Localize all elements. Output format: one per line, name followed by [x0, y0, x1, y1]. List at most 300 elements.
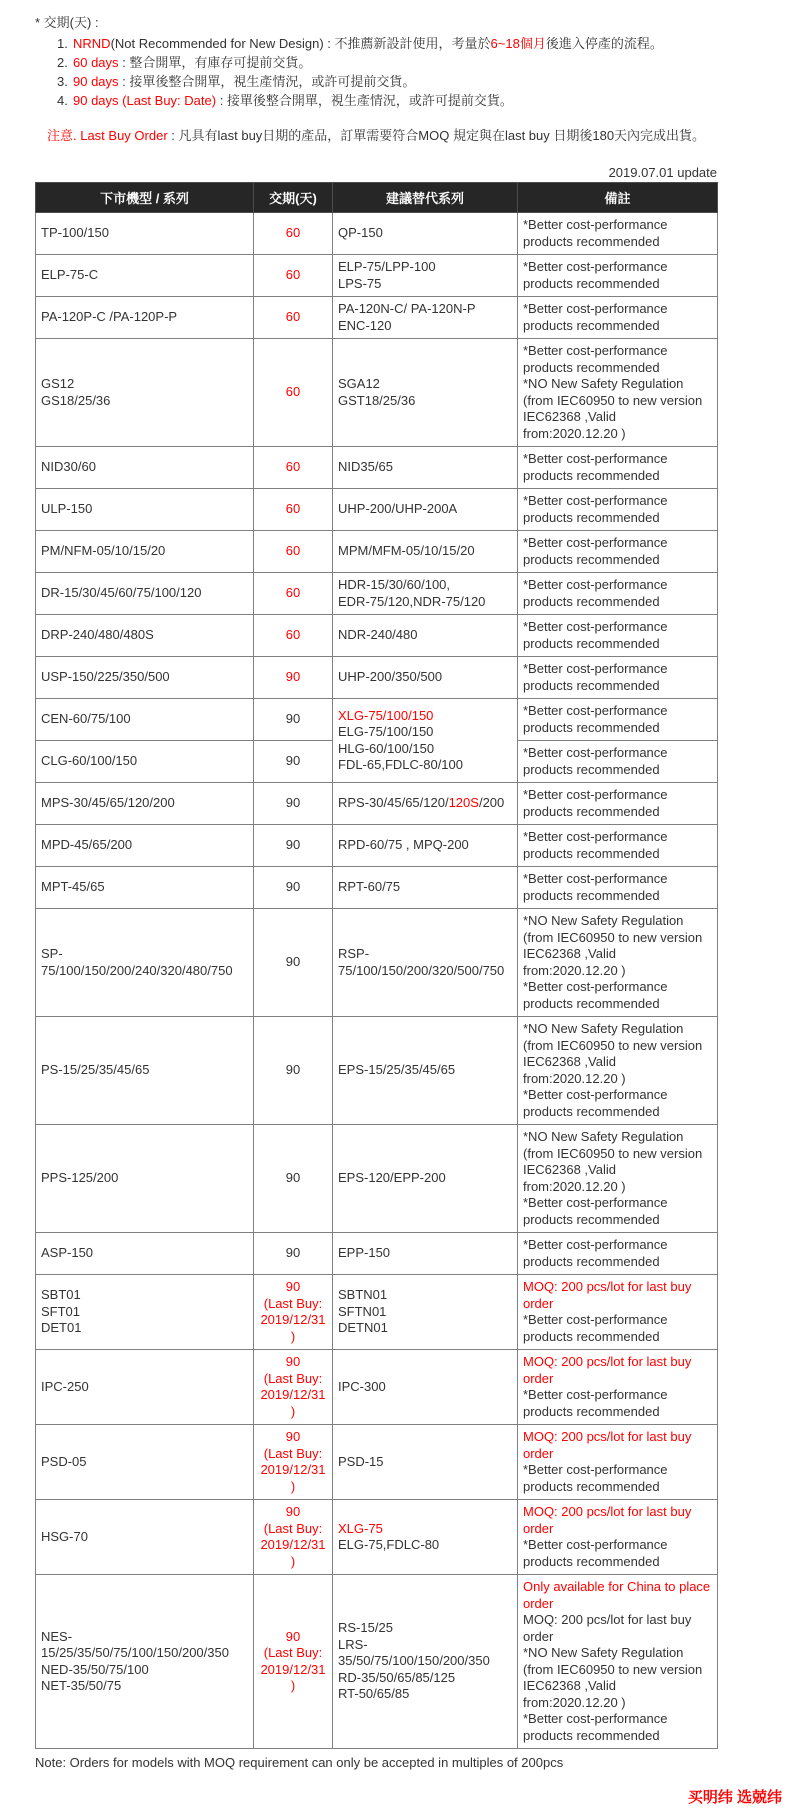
cell-line [41, 1629, 248, 1646]
cell-line [523, 577, 712, 610]
model-cell [36, 1233, 254, 1275]
text-segment: XLG-75/100/150 [338, 707, 434, 723]
replacement-cell [333, 531, 518, 573]
cell-line [338, 627, 512, 644]
text-segment: 15/25/35/50/75/100/150/200/350 [41, 1645, 229, 1660]
cell-line [41, 963, 248, 980]
cell-line [523, 1237, 712, 1270]
cell-line [338, 301, 512, 318]
lead-time-cell [254, 531, 333, 573]
cell-line [338, 963, 512, 980]
cell-line [523, 1279, 712, 1312]
note-cell [518, 909, 718, 1017]
cell-line [259, 1312, 327, 1345]
cell-line [259, 459, 327, 476]
text-segment: PPS-125/200 [41, 1170, 119, 1186]
text-segment: *Better cost-performance products recommended [523, 451, 668, 483]
cell-line [338, 1379, 512, 1396]
cell-line [259, 1296, 327, 1313]
text-segment: 後進入停產的流程。 [545, 36, 663, 51]
cell-line [41, 309, 248, 326]
text-segment: MPS-30/45/65/120/200 [41, 795, 175, 811]
cell-line [259, 711, 327, 728]
text-segment: GS18/25/36 [41, 392, 111, 408]
cell-line [338, 1245, 512, 1262]
lead-time-cell [254, 1017, 333, 1125]
cell-line [523, 871, 712, 904]
cell-line [523, 343, 712, 376]
cell-line [259, 1629, 327, 1646]
cell-line [41, 1379, 248, 1396]
text-segment: MPM/MFM-05/10/15/20 [338, 543, 475, 559]
cell-line [523, 451, 712, 484]
replacement-cell [333, 297, 518, 339]
item-number: 3. [57, 74, 68, 89]
delivery-terms-section [35, 12, 785, 145]
text-segment: 90 [285, 753, 301, 769]
text-segment: SBTN01 [338, 1287, 388, 1303]
note-cell [518, 1500, 718, 1575]
text-segment: 2019/12/31) [260, 1312, 326, 1344]
lead-time-cell [254, 741, 333, 783]
replacement-cell [333, 1575, 518, 1749]
text-segment: ELP-75-C [41, 267, 99, 283]
text-segment: : 接單後整合開單，視生產情況，或許可提前交貨。 [118, 74, 416, 89]
text-segment: 60 [285, 459, 301, 475]
lead-time-cell [254, 297, 333, 339]
cell-line [338, 459, 512, 476]
text-segment: 60 [285, 384, 301, 400]
cell-line [338, 594, 512, 611]
text-segment: 60 [285, 543, 301, 559]
replacement-cell [333, 339, 518, 447]
text-segment: (Last Buy: [263, 1370, 323, 1386]
cell-line [41, 1454, 248, 1471]
cell-line [523, 301, 712, 334]
cell-line [338, 708, 512, 725]
text-segment: XLG-75 [338, 1520, 383, 1536]
text-segment: NID35/65 [338, 459, 393, 475]
cell-line [338, 879, 512, 896]
text-segment: 60 [285, 585, 301, 601]
table-row [36, 255, 718, 297]
cell-line [259, 1354, 327, 1371]
column-header: 建議替代系列 [333, 183, 518, 213]
model-cell [36, 531, 254, 573]
lead-time-cell [254, 1500, 333, 1575]
cell-line [259, 669, 327, 686]
text-segment: 90 [285, 669, 301, 685]
model-cell [36, 909, 254, 1017]
cell-line [338, 543, 512, 560]
cell-line [338, 795, 512, 812]
text-segment: TP-100/150 [41, 225, 109, 241]
text-segment: 2019/12/31) [260, 1462, 326, 1494]
text-segment: : 接單後整合開單，視生產情況，或許可提前交貨。 [216, 93, 513, 108]
text-segment: CEN-60/75/100 [41, 711, 131, 727]
text-segment: SBT01 [41, 1287, 81, 1303]
text-segment: PS-15/25/35/45/65 [41, 1062, 150, 1078]
text-segment: EPP-150 [338, 1245, 391, 1261]
table-row [36, 825, 718, 867]
text-segment: 90 [285, 1354, 301, 1369]
text-segment: 75/100/150/200/240/320/480/750 [41, 962, 233, 978]
cell-line [523, 217, 712, 250]
delivery-terms-list [35, 34, 785, 110]
text-segment: *Better cost-performance products recommended [523, 1195, 668, 1227]
cell-line [41, 879, 248, 896]
cell-line [259, 753, 327, 770]
cell-line [338, 1062, 512, 1079]
model-cell [36, 699, 254, 741]
cell-line [523, 745, 712, 778]
model-cell [36, 783, 254, 825]
replacement-cell [333, 447, 518, 489]
model-cell [36, 1575, 254, 1749]
text-segment: ENC-120 [338, 317, 392, 333]
text-segment: CLG-60/100/150 [41, 753, 138, 769]
text-segment: 2019/12/31) [260, 1661, 326, 1693]
text-segment: NDR-240/480 [338, 627, 418, 643]
text-segment: 75/100/150/200/320/500/750 [338, 962, 505, 978]
text-segment: *Better cost-performance products recommended [523, 661, 668, 693]
text-segment: ULP-150 [41, 501, 93, 517]
note-cell [518, 867, 718, 909]
text-segment: DETN01 [338, 1320, 388, 1336]
text-segment: *NO New Safety Regulation (from IEC60950 to new version IEC62368 ,Valid from:2020.12.20 ) [523, 913, 703, 978]
text-segment: NES- [41, 1628, 73, 1644]
cell-line [259, 585, 327, 602]
replacement-cell [333, 825, 518, 867]
note-cell [518, 1275, 718, 1350]
cell-line [523, 1354, 712, 1387]
text-segment: (Last Buy: [263, 1520, 323, 1536]
replacement-cell [333, 783, 518, 825]
text-segment: 90 [285, 1429, 301, 1444]
text-segment: ELP-75/LPP-100 [338, 259, 436, 274]
model-cell [36, 1017, 254, 1125]
cell-line [338, 1521, 512, 1538]
lead-time-cell [254, 255, 333, 297]
cell-line [523, 1195, 712, 1228]
table-row [36, 615, 718, 657]
cell-line [259, 267, 327, 284]
table-row [36, 339, 718, 447]
replacement-cell [333, 255, 518, 297]
cell-line [523, 979, 712, 1012]
replacement-cell [333, 1275, 518, 1350]
table-row [36, 1125, 718, 1233]
text-segment: PSD-05 [41, 1453, 87, 1469]
cell-line [338, 1620, 512, 1637]
item-number: 2. [57, 55, 68, 70]
text-segment: RSP- [338, 946, 370, 961]
model-cell [36, 255, 254, 297]
model-cell [36, 615, 254, 657]
lead-time-cell [254, 699, 333, 741]
model-cell [36, 825, 254, 867]
text-segment: 2019/12/31) [260, 1537, 326, 1569]
cell-line [523, 787, 712, 820]
note-cell [518, 531, 718, 573]
model-cell [36, 489, 254, 531]
text-segment: 90 days [73, 74, 119, 89]
text-segment: ELG-75,FDLC-80 [338, 1537, 440, 1552]
table-row [36, 1350, 718, 1425]
cell-line [523, 1537, 712, 1570]
table-row [36, 1017, 718, 1125]
discontinued-models-table [35, 182, 718, 1749]
text-segment: *Better cost-performance products recommended [523, 787, 668, 819]
model-cell [36, 741, 254, 783]
lead-time-cell [254, 783, 333, 825]
cell-line [41, 376, 248, 393]
text-segment: 90 [285, 837, 301, 853]
lead-time-cell [254, 213, 333, 255]
cell-line [338, 1304, 512, 1321]
cell-line [259, 1279, 327, 1296]
text-segment: NED-35/50/75/100 [41, 1661, 149, 1677]
text-segment: (Last Buy: [263, 1645, 323, 1660]
cell-line [41, 1529, 248, 1546]
cell-line [41, 669, 248, 686]
replacement-cell [333, 657, 518, 699]
text-segment: *Better cost-performance products recommended [523, 343, 668, 375]
cell-line [338, 318, 512, 335]
text-segment: (Last Buy: [263, 1445, 323, 1461]
cell-line [41, 585, 248, 602]
cell-line [338, 1170, 512, 1187]
text-segment: SGA12 [338, 376, 380, 391]
text-segment: FDL-65,FDLC-80/100 [338, 757, 463, 772]
cell-line [338, 669, 512, 686]
column-header: 交期(天) [254, 183, 333, 213]
cell-line [41, 1245, 248, 1262]
model-cell [36, 297, 254, 339]
cell-line [41, 627, 248, 644]
cell-line [41, 459, 248, 476]
cell-line [41, 543, 248, 560]
cell-line [259, 543, 327, 560]
cell-line [41, 711, 248, 728]
text-segment: GS12 [41, 376, 75, 391]
table-row [36, 297, 718, 339]
cell-line [338, 1287, 512, 1304]
item-number: 4. [57, 93, 68, 108]
cell-line [523, 913, 712, 979]
cell-line [523, 535, 712, 568]
model-cell [36, 339, 254, 447]
note-cell [518, 1017, 718, 1125]
note-cell [518, 1575, 718, 1749]
text-segment: EPS-120/EPP-200 [338, 1170, 446, 1186]
cell-line [523, 661, 712, 694]
text-segment: MPT-45/65 [41, 879, 105, 895]
text-segment: : 整合開單，有庫存可提前交貨。 [118, 55, 312, 70]
text-segment: DET01 [41, 1320, 82, 1336]
cell-line [259, 1504, 327, 1521]
text-segment: *Better cost-performance products recommended [523, 1087, 668, 1119]
cell-line [338, 501, 512, 518]
cell-line [41, 1062, 248, 1079]
text-segment: HDR-15/30/60/100, [338, 577, 451, 592]
cell-line [41, 1678, 248, 1695]
replacement-cell [333, 699, 518, 783]
last-buy-notice [47, 126, 785, 145]
text-segment: HSG-70 [41, 1528, 88, 1544]
cell-line [523, 1429, 712, 1462]
table-header-row [36, 183, 718, 213]
text-segment: LPS-75 [338, 275, 382, 291]
cell-line [41, 753, 248, 770]
lead-time-cell [254, 1575, 333, 1749]
cell-line [259, 1662, 327, 1695]
text-segment: DR-15/30/45/60/75/100/120 [41, 585, 202, 601]
text-segment: SFT01 [41, 1303, 81, 1319]
cell-line [523, 1711, 712, 1744]
text-segment: 60 [285, 309, 301, 325]
text-segment: 120S [448, 795, 479, 811]
text-segment: GST18/25/36 [338, 392, 416, 408]
replacement-cell [333, 1425, 518, 1500]
text-segment: MOQ: 200 pcs/lot for last buy order [523, 1504, 692, 1536]
table-row [36, 1233, 718, 1275]
text-segment: 注意. Last Buy Order [47, 128, 168, 143]
text-segment: (Not Recommended for New Design) : 不推薦新設計使用，考量於 [110, 36, 491, 51]
text-segment: 90 days (Last Buy: Date) [73, 93, 217, 108]
cell-line [338, 259, 512, 276]
note-cell [518, 657, 718, 699]
model-cell [36, 657, 254, 699]
text-segment: *NO New Safety Regulation (from IEC60950 to new version IEC62368 ,Valid from:2020.12.20 ) [523, 1129, 703, 1194]
cell-line [523, 619, 712, 652]
text-segment: PM/NFM-05/10/15/20 [41, 543, 166, 559]
replacement-cell [333, 1125, 518, 1233]
cell-line [41, 795, 248, 812]
cell-line [338, 1686, 512, 1703]
replacement-cell [333, 489, 518, 531]
text-segment: *Better cost-performance products recommended [523, 259, 668, 291]
cell-line [523, 1462, 712, 1495]
update-date: 2019.07.01 update [608, 165, 717, 180]
text-segment: *Better cost-performance products recommended [523, 1537, 668, 1569]
cell-line [41, 393, 248, 410]
model-cell [36, 1275, 254, 1350]
lead-time-cell [254, 1275, 333, 1350]
text-segment: 90 [285, 1628, 301, 1644]
text-segment: UHP-200/UHP-200A [338, 501, 458, 517]
cell-line [259, 225, 327, 242]
text-segment: IPC-300 [338, 1378, 386, 1394]
text-segment: /200 [478, 795, 505, 811]
replacement-cell [333, 213, 518, 255]
note-cell [518, 1233, 718, 1275]
cell-line [41, 267, 248, 284]
text-segment: SFTN01 [338, 1303, 387, 1319]
text-segment: PA-120N-C/ PA-120N-P [338, 301, 476, 316]
column-header: 下市機型 / 系列 [36, 183, 254, 213]
table-row [36, 1425, 718, 1500]
text-segment: RS-15/25 [338, 1620, 393, 1636]
table-row [36, 213, 718, 255]
cell-line [259, 1245, 327, 1262]
table-row [36, 783, 718, 825]
cell-line [523, 1312, 712, 1345]
text-segment: RT-50/65/85 [338, 1686, 410, 1702]
cell-line [523, 1087, 712, 1120]
cell-line [259, 795, 327, 812]
replacement-cell [333, 909, 518, 1017]
text-segment: RD-35/50/65/85/125 [338, 1669, 456, 1685]
table-row [36, 447, 718, 489]
lead-time-cell [254, 615, 333, 657]
cell-line [259, 1429, 327, 1446]
lead-time-cell [254, 1425, 333, 1500]
cell-line [41, 946, 248, 963]
text-segment: *Better cost-performance products recommended [523, 1711, 668, 1743]
table-row [36, 573, 718, 615]
text-segment: 6~18個月 [490, 36, 546, 51]
delivery-term-item [57, 91, 785, 110]
cell-line [259, 879, 327, 896]
text-segment: DRP-240/480/480S [41, 627, 154, 643]
text-segment: *NO New Safety Regulation (from IEC60950 to new version IEC62368 ,Valid from:2020.12.20 ) [523, 376, 703, 441]
text-segment: 2019/12/31) [260, 1387, 326, 1419]
lead-time-cell [254, 489, 333, 531]
text-segment: EPS-15/25/35/45/65 [338, 1062, 456, 1078]
delivery-term-item [57, 53, 785, 72]
cell-line [259, 627, 327, 644]
cell-line [41, 1287, 248, 1304]
footer-note: Note: Orders for models with MOQ requirement can only be accepted in multiples of 200pcs [35, 1755, 564, 1770]
cell-line [523, 1387, 712, 1420]
text-segment: *Better cost-performance products recommended [523, 1312, 668, 1344]
cell-line [259, 1645, 327, 1662]
replacement-cell [333, 1233, 518, 1275]
cell-line [41, 1320, 248, 1337]
table-row [36, 1575, 718, 1749]
lead-time-cell [254, 573, 333, 615]
cell-line [338, 1637, 512, 1654]
lead-time-cell [254, 867, 333, 909]
cell-line [338, 1320, 512, 1337]
text-segment: 90 [285, 879, 301, 895]
text-segment: NET-35/50/75 [41, 1678, 122, 1693]
text-segment: *NO New Safety Regulation (from IEC60950 to new version IEC62368 ,Valid from:2020.12.20 ) [523, 1645, 703, 1710]
column-header: 備註 [518, 183, 718, 213]
lead-time-cell [254, 339, 333, 447]
text-segment: HLG-60/100/150 [338, 740, 435, 756]
cell-line [338, 1454, 512, 1471]
text-segment: *Better cost-performance products recommended [523, 619, 668, 651]
text-segment: 90 [285, 711, 301, 727]
cell-line [41, 501, 248, 518]
text-segment: *Better cost-performance products recommended [523, 829, 668, 861]
lead-time-cell [254, 447, 333, 489]
cell-line [338, 724, 512, 741]
table-row [36, 531, 718, 573]
cell-line [41, 1662, 248, 1679]
note-cell [518, 489, 718, 531]
cell-line [259, 1446, 327, 1463]
replacement-cell [333, 615, 518, 657]
cell-line [259, 1170, 327, 1187]
lead-time-cell [254, 1125, 333, 1233]
text-segment: USP-150/225/350/500 [41, 669, 170, 685]
text-segment: RPT-60/75 [338, 879, 401, 895]
cell-line [259, 1062, 327, 1079]
note-cell [518, 1425, 718, 1500]
